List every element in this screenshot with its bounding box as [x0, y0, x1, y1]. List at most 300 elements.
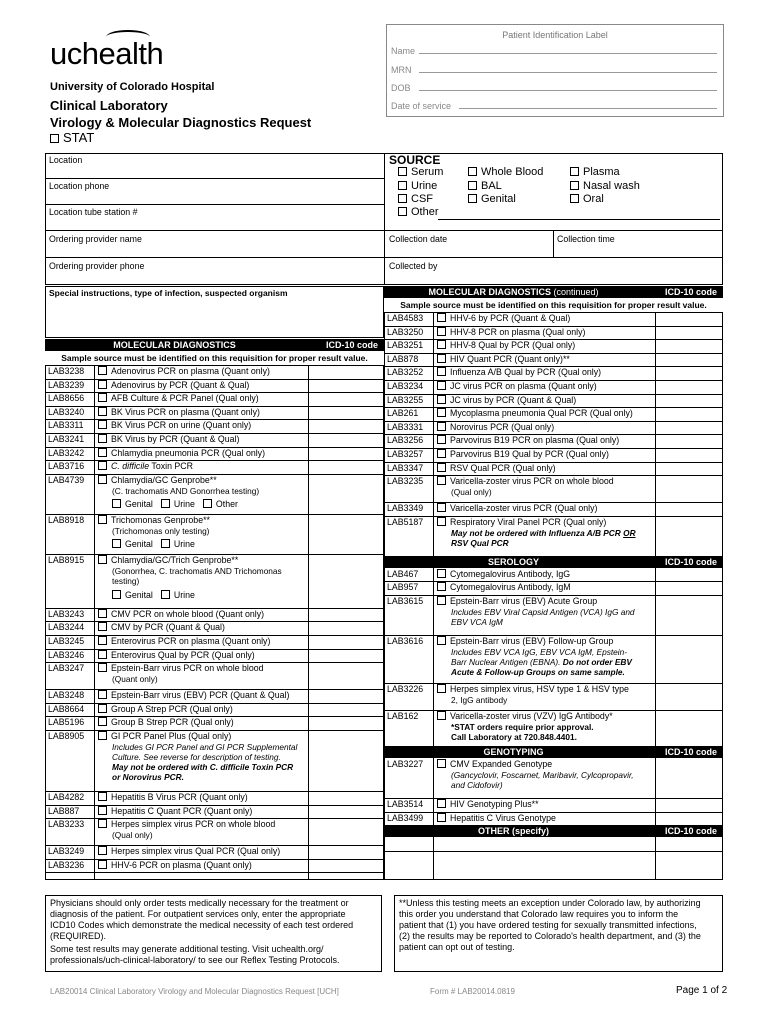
test-name[interactable] — [437, 313, 570, 324]
source-options — [112, 590, 203, 601]
test-checkbox[interactable] — [98, 636, 107, 645]
footer-right-line1: **Unless this testing meets an exception under Colorado law, by authorizing — [399, 898, 701, 908]
test-checkbox[interactable] — [437, 596, 446, 605]
stat-checkbox[interactable] — [50, 134, 59, 143]
test-name[interactable] — [437, 684, 629, 695]
test-name[interactable] — [98, 731, 231, 742]
test-checkbox[interactable] — [437, 367, 446, 376]
test-label: Adenovirus PCR on plasma (Quant only) — [111, 366, 270, 376]
test-label: CMV PCR on whole blood (Quant only) — [111, 608, 265, 619]
test-label: BK Virus PCR on plasma (Quant only) — [111, 406, 260, 417]
test-warning: *STAT orders require prior approval. — [451, 722, 594, 732]
test-name[interactable] — [98, 475, 217, 486]
mrn-label: MRN — [391, 65, 412, 75]
test-name[interactable] — [437, 476, 614, 487]
lab-code: LAB8664 — [48, 703, 85, 714]
test-checkbox[interactable] — [437, 711, 446, 720]
lab-code: LAB3249 — [48, 846, 85, 857]
test-checkbox[interactable] — [437, 813, 446, 822]
test-subtext: (Gonorrhea, C. trachomatis AND Trichomonas — [112, 565, 282, 576]
option-genital[interactable]: Genital — [112, 499, 153, 509]
test-name-italic: C. difficile — [111, 461, 150, 472]
test-checkbox[interactable] — [98, 393, 107, 402]
test-name[interactable] — [98, 366, 270, 377]
test-subtext: (Qual only) — [451, 487, 492, 498]
other-header: OTHER (specify) ICD-10 code — [384, 825, 723, 837]
lab-code: LAB3257 — [387, 449, 424, 459]
test-label: HHV-6 PCR on plasma (Quant only) — [111, 859, 252, 870]
test-subtext: testing) — [112, 575, 140, 586]
lab-code: LAB878 — [387, 353, 419, 364]
lab-code: LAB3236 — [48, 859, 85, 870]
test-name[interactable] — [98, 704, 233, 715]
lab-code: LAB957 — [387, 582, 419, 593]
test-label: BK Virus PCR on urine (Quant only) — [111, 420, 252, 431]
test-checkbox[interactable] — [98, 704, 107, 713]
test-name[interactable] — [437, 569, 570, 580]
test-name[interactable] — [98, 420, 251, 431]
test-checkbox[interactable] — [98, 717, 107, 726]
special-instructions-box[interactable] — [45, 286, 384, 338]
test-label: Cytomegalovirus Antibody, IgM — [450, 582, 571, 593]
footer-left-line3: ICD10 Codes which demonstrate the medical necessity of each test ordered — [50, 920, 354, 930]
test-checkbox[interactable] — [98, 609, 107, 618]
test-checkbox[interactable] — [98, 860, 107, 869]
test-label: Hepatitis C Virus Genotype — [450, 812, 556, 823]
lab-code: LAB3246 — [48, 649, 85, 660]
form-title-line2: Virology & Molecular Diagnostics Request — [50, 115, 312, 130]
source-title: SOURCE — [389, 153, 441, 167]
test-name[interactable] — [437, 435, 619, 446]
test-name[interactable] — [437, 449, 609, 460]
source-oral[interactable]: Oral — [570, 194, 604, 205]
test-row[interactable] — [384, 798, 723, 812]
test-label: Chlamydia/GC/Trich Genprobe** — [111, 554, 239, 565]
lab-code: LAB8905 — [48, 731, 85, 741]
test-subtext: (Quant only) — [112, 674, 158, 685]
test-note: EBV VCA IgM — [451, 617, 503, 627]
test-checkbox[interactable] — [437, 759, 446, 768]
test-label: Respiratory Viral Panel PCR (Qual only) — [450, 516, 607, 527]
lab-code: LAB3716 — [48, 461, 85, 472]
source-nasal-wash[interactable]: Nasal wash — [570, 181, 640, 192]
test-name[interactable] — [437, 636, 613, 647]
patient-name-field[interactable] — [391, 46, 717, 56]
footer-right-box — [394, 895, 723, 972]
test-name[interactable] — [98, 846, 280, 857]
location-tube-field[interactable]: Location tube station # — [49, 207, 138, 217]
test-name[interactable] — [437, 517, 606, 528]
test-checkbox[interactable] — [98, 555, 107, 564]
test-name[interactable] — [98, 622, 225, 633]
test-label: Norovirus PCR (Qual only) — [450, 421, 555, 432]
option-genital[interactable]: Genital — [112, 539, 153, 549]
test-label: Parvovirus B19 Qual by PCR (Qual only) — [450, 449, 609, 459]
footer-right-line3: patient that (1) you have ordered testing for sexually transmitted infections, — [399, 920, 697, 930]
source-other[interactable]: Other — [398, 207, 439, 218]
test-label: Chlamydia/GC Genprobe** — [111, 474, 217, 485]
test-name[interactable] — [437, 596, 597, 607]
test-name[interactable] — [437, 340, 575, 351]
test-checkbox[interactable] — [437, 354, 446, 363]
test-checkbox[interactable] — [112, 590, 121, 599]
location-phone-field[interactable]: Location phone — [49, 181, 110, 191]
test-checkbox[interactable] — [161, 499, 170, 508]
test-checkbox[interactable] — [98, 407, 107, 416]
test-checkbox[interactable] — [98, 846, 107, 855]
test-checkbox[interactable] — [112, 499, 121, 508]
source-options — [112, 499, 246, 510]
test-name[interactable] — [98, 690, 289, 701]
test-name[interactable] — [98, 448, 265, 459]
lab-code: LAB5187 — [387, 516, 424, 527]
test-note: (Gancyclovir, Foscarnet, Maribavir, Cylcopropavir, — [451, 770, 634, 780]
test-warning: May not be ordered with Influenza A/B PCR OR — [451, 527, 636, 538]
name-label: Name — [391, 46, 416, 56]
footer-left-line1: Physicians should only order tests medically necessary for the treatment or — [50, 898, 349, 908]
test-name[interactable] — [98, 806, 252, 817]
footer-left-line6: professionals/uch-clinical-laboratory/ to see our Reflex Testing Protocols. — [50, 955, 340, 965]
test-note: Barr Nuclear Antigen (EBNA). Do not order EBV — [451, 657, 632, 667]
source-options — [112, 539, 203, 550]
lab-code: LAB3227 — [387, 759, 424, 769]
test-checkbox[interactable] — [437, 327, 446, 336]
left-md-header — [45, 339, 384, 351]
test-label: Enterovirus Qual by PCR (Qual only) — [111, 649, 255, 660]
serology-header: SEROLOGY ICD-10 code — [384, 556, 723, 568]
test-label: Group A Strep PCR (Qual only) — [111, 703, 233, 714]
test-note: Culture. See reverse for description of testing. — [112, 752, 281, 762]
lab-code: LAB3226 — [387, 684, 424, 694]
option-urine[interactable]: Urine — [161, 539, 195, 549]
lab-code: LAB3250 — [387, 326, 424, 337]
right-md-title: MOLECULAR DIAGNOSTICS — [428, 287, 551, 297]
lab-code: LAB3514 — [387, 799, 424, 809]
test-row[interactable] — [45, 514, 384, 554]
collection-time-field[interactable]: Collection time — [557, 234, 615, 244]
patient-identification-label — [386, 24, 724, 117]
test-checkbox[interactable] — [98, 663, 107, 672]
footer-left-line4: (REQUIRED). — [50, 931, 106, 941]
lab-code: LAB3234 — [387, 381, 424, 391]
lab-code: LAB261 — [387, 408, 419, 419]
test-note: and Cidofovir) — [451, 780, 503, 790]
test-checkbox[interactable] — [98, 420, 107, 429]
left-md-title: MOLECULAR DIAGNOSTICS — [113, 340, 236, 350]
test-checkbox[interactable] — [98, 380, 107, 389]
test-name[interactable] — [437, 582, 571, 593]
lab-code: LAB5196 — [48, 717, 85, 728]
test-name[interactable] — [437, 759, 552, 770]
test-subtext: (C. trachomatis AND Gonorrhea testing) — [112, 485, 260, 496]
test-name[interactable] — [437, 711, 613, 722]
lab-code: LAB3252 — [387, 367, 424, 378]
source-csf[interactable]: CSF — [398, 194, 433, 205]
lab-code: LAB3615 — [387, 596, 424, 606]
test-name[interactable] — [437, 422, 554, 433]
lab-code: LAB8915 — [48, 554, 85, 565]
test-checkbox[interactable] — [98, 806, 107, 815]
left-md-note: Sample source must be identified on this requisition for proper result value. — [61, 353, 368, 363]
patient-label-title: Patient Identification Label — [502, 30, 608, 40]
test-name[interactable] — [98, 609, 264, 620]
lab-code: LAB3256 — [387, 435, 424, 446]
genotyping-header: GENOTYPING ICD-10 code — [384, 746, 723, 758]
option-other[interactable]: Other — [203, 499, 238, 509]
lab-code: LAB4739 — [48, 474, 85, 485]
test-checkbox[interactable] — [437, 435, 446, 444]
lab-code: LAB3241 — [48, 434, 85, 444]
row-divider — [45, 872, 384, 873]
test-checkbox[interactable] — [98, 448, 107, 457]
footer-right-line4: (2) the results may be reported to Colorado's health department, and (3) the — [399, 931, 701, 941]
test-checkbox[interactable] — [437, 636, 446, 645]
lab-code: LAB3235 — [387, 476, 424, 487]
test-name[interactable] — [98, 555, 238, 566]
lab-code: LAB8918 — [48, 514, 85, 525]
lab-code: LAB3238 — [48, 366, 85, 376]
test-label: Trichomonas Genprobe** — [111, 514, 210, 525]
test-name[interactable] — [98, 792, 248, 803]
test-name[interactable] — [98, 407, 260, 418]
source-plasma[interactable]: Plasma — [570, 167, 620, 178]
test-note: Includes GI PCR Panel and GI PCR Supplemental — [112, 742, 298, 752]
dob-label: DOB — [391, 83, 411, 93]
footer-right-line5: patient can opt out of testing. — [399, 942, 515, 952]
lab-code: LAB3248 — [48, 690, 85, 701]
ordering-provider-name-field[interactable]: Ordering provider name — [49, 234, 142, 244]
lab-code: LAB467 — [387, 568, 419, 579]
lab-code: LAB3243 — [48, 608, 85, 619]
test-checkbox[interactable] — [98, 731, 107, 740]
test-name[interactable] — [98, 515, 210, 526]
lab-code: LAB3245 — [48, 636, 85, 646]
test-label: HHV-8 PCR on plasma (Qual only) — [450, 326, 586, 337]
ordering-provider-phone-field[interactable]: Ordering provider phone — [49, 261, 145, 271]
test-name[interactable] — [98, 380, 249, 391]
right-md-note: Sample source must be identified on this requisition for proper result value. — [400, 300, 707, 310]
test-checkbox[interactable] — [437, 381, 446, 390]
test-name[interactable] — [437, 354, 570, 365]
right-md-icd: ICD-10 code — [664, 287, 717, 297]
uchealth-logo: uchealth — [50, 36, 164, 71]
test-name[interactable] — [98, 663, 264, 674]
test-label: Hepatitis B Virus PCR (Quant only) — [111, 792, 248, 802]
lab-code: LAB3251 — [387, 340, 424, 351]
test-note: Includes EBV VCA IgG, EBV VCA IgM, Epstein- — [451, 647, 627, 657]
test-label: Epstein-Barr virus (EBV) PCR (Quant & Qual) — [111, 690, 290, 701]
test-label: Influenza A/B Qual by PCR (Qual only) — [450, 367, 602, 378]
test-name[interactable] — [98, 434, 239, 445]
test-name[interactable] — [98, 860, 252, 871]
test-label: Epstein-Barr virus (EBV) Follow-up Group — [450, 636, 614, 646]
lab-code: LAB3311 — [48, 420, 84, 431]
test-checkbox[interactable] — [98, 434, 107, 443]
test-checkbox[interactable] — [437, 503, 446, 512]
test-label: Herpes simplex virus Qual PCR (Qual only) — [111, 846, 281, 857]
test-name[interactable] — [437, 395, 576, 406]
test-checkbox[interactable] — [437, 684, 446, 693]
patient-mrn-field[interactable] — [391, 65, 717, 75]
test-subtext: (Trichomonas only testing) — [112, 525, 210, 536]
test-label: Cytomegalovirus Antibody, IgG — [450, 568, 571, 579]
test-label: Mycoplasma pneumonia Qual PCR (Qual only) — [450, 408, 633, 419]
test-checkbox[interactable] — [98, 622, 107, 631]
test-checkbox[interactable] — [98, 475, 107, 484]
footer-left-line2: diagnosis of the patient. For outpatient services only, enter the appropriate — [50, 909, 346, 919]
test-warning: or Norovirus PCR. — [112, 772, 184, 782]
test-checkbox[interactable] — [112, 539, 121, 548]
option-genital[interactable]: Genital — [112, 590, 153, 600]
test-label: Group B Strep PCR (Qual only) — [111, 717, 234, 728]
test-label: Epstein-Barr virus PCR on whole blood — [111, 663, 264, 674]
date-of-service-label: Date of service — [391, 101, 452, 111]
test-name-rest: Toxin PCR — [149, 461, 193, 472]
test-name[interactable] — [98, 650, 255, 661]
test-label: Herpes simplex virus PCR on whole blood — [111, 819, 276, 830]
test-checkbox[interactable] — [161, 539, 170, 548]
test-label: Adenovirus by PCR (Quant & Qual) — [111, 379, 250, 390]
test-warning: Call Laboratory at 720.848.4401. — [451, 732, 577, 742]
test-name[interactable] — [437, 408, 633, 419]
test-checkbox[interactable] — [437, 422, 446, 431]
test-name[interactable] — [437, 367, 601, 378]
test-label: Varicella-zoster virus (VZV) IgG Antibody* — [450, 711, 613, 721]
test-checkbox[interactable] — [437, 476, 446, 485]
test-label: Hepatitis C Quant PCR (Quant only) — [111, 805, 253, 816]
test-note: Includes EBV Viral Capsid Antigen (VCA) IgG and — [451, 607, 635, 617]
test-label: Varicella-zoster virus PCR (Qual only) — [450, 503, 598, 514]
lab-code: LAB162 — [387, 711, 419, 721]
test-subtext: (Qual only) — [112, 830, 153, 841]
test-label: HIV Quant PCR (Quant only)** — [450, 353, 570, 364]
lab-code: LAB3233 — [48, 819, 85, 830]
test-label: Epstein-Barr virus (EBV) Acute Group — [450, 596, 598, 606]
test-checkbox[interactable] — [437, 517, 446, 526]
source-serum[interactable]: Serum — [398, 167, 443, 178]
test-checkbox[interactable] — [437, 449, 446, 458]
lab-code: LAB8656 — [48, 393, 85, 404]
page-number: Page 1 of 2 — [676, 985, 728, 996]
stat-option[interactable] — [50, 130, 94, 145]
lab-code: LAB3240 — [48, 406, 85, 417]
test-label: CMV by PCR (Quant & Qual) — [111, 622, 225, 633]
test-checkbox[interactable] — [437, 463, 446, 472]
test-label: BK Virus by PCR (Quant & Qual) — [111, 434, 240, 444]
source-whole-blood[interactable]: Whole Blood — [468, 167, 543, 178]
right-md-header — [384, 286, 723, 298]
test-checkbox[interactable] — [98, 366, 107, 375]
logo-arc — [106, 30, 150, 44]
test-checkbox[interactable] — [437, 395, 446, 404]
lab-code: LAB3247 — [48, 663, 85, 674]
test-name[interactable] — [98, 461, 193, 472]
collection-date-field[interactable]: Collection date — [389, 234, 448, 244]
test-checkbox[interactable] — [437, 582, 446, 591]
lab-code: LAB3331 — [387, 421, 424, 432]
form-number: Form # LAB20014.0819 — [430, 987, 515, 996]
source-urine[interactable]: Urine — [398, 181, 437, 192]
test-checkbox[interactable] — [437, 569, 446, 578]
test-checkbox[interactable] — [98, 461, 107, 470]
lab-code: LAB4583 — [387, 313, 424, 323]
test-checkbox[interactable] — [98, 650, 107, 659]
test-name[interactable] — [437, 503, 597, 514]
lab-code: LAB3239 — [48, 379, 85, 390]
test-checkbox[interactable] — [98, 515, 107, 524]
test-name[interactable] — [98, 636, 270, 647]
test-name[interactable] — [437, 813, 556, 824]
source-genital[interactable]: Genital — [468, 194, 516, 205]
location-field[interactable]: Location — [49, 155, 83, 165]
test-label: CMV Expanded Genotype — [450, 759, 553, 769]
test-name[interactable] — [437, 381, 597, 392]
hospital-name: University of Colorado Hospital — [50, 81, 215, 93]
test-label: Parvovirus B19 PCR on plasma (Qual only) — [450, 435, 620, 446]
test-warning: May not be ordered with C. difficile Toxin PCR — [112, 762, 294, 772]
test-checkbox[interactable] — [98, 819, 107, 828]
test-label: JC virus by PCR (Quant & Qual) — [450, 394, 577, 405]
test-checkbox[interactable] — [98, 792, 107, 801]
test-warning: RSV Qual PCR — [451, 537, 509, 548]
test-checkbox[interactable] — [161, 590, 170, 599]
test-label: RSV Qual PCR (Qual only) — [450, 462, 556, 473]
collected-by-field[interactable]: Collected by — [389, 261, 438, 271]
test-checkbox[interactable] — [98, 690, 107, 699]
lab-code: LAB887 — [48, 805, 80, 816]
test-name[interactable] — [437, 327, 585, 338]
test-label: JC virus PCR on plasma (Quant only) — [450, 381, 597, 391]
test-checkbox[interactable] — [203, 499, 212, 508]
test-label: AFB Culture & PCR Panel (Qual only) — [111, 393, 259, 404]
source-other-line — [438, 219, 720, 220]
test-checkbox[interactable] — [437, 340, 446, 349]
lab-code: LAB4282 — [48, 792, 85, 802]
test-label: Varicella-zoster virus PCR on whole blood — [450, 476, 614, 487]
date-of-service-field[interactable] — [391, 101, 717, 111]
test-row[interactable] — [45, 460, 384, 474]
source-bal[interactable]: BAL — [468, 181, 502, 192]
option-urine[interactable]: Urine — [161, 590, 195, 600]
test-warning: Acute & Follow-up Groups on same sample. — [451, 667, 625, 677]
test-label: Enterovirus PCR on plasma (Quant only) — [111, 636, 271, 646]
row-divider — [384, 851, 723, 852]
test-name[interactable] — [98, 717, 234, 728]
test-name[interactable] — [437, 799, 539, 810]
test-checkbox[interactable] — [437, 408, 446, 417]
right-md-continued: (continued) — [550, 287, 599, 297]
test-checkbox[interactable] — [437, 313, 446, 322]
patient-dob-field[interactable] — [391, 83, 717, 93]
test-name[interactable] — [437, 463, 556, 474]
footer-left-box — [45, 895, 382, 972]
form-title-line1: Clinical Laboratory — [50, 98, 168, 113]
test-label: HHV-6 by PCR (Quant & Qual) — [450, 313, 571, 323]
test-label: GI PCR Panel Plus (Qual only) — [111, 731, 232, 741]
lab-code: LAB3616 — [387, 636, 424, 646]
test-name[interactable] — [98, 819, 275, 830]
special-instructions-label: Special instructions, type of infection, suspected organism — [49, 288, 288, 298]
stat-label: STAT — [63, 130, 95, 145]
lab-code: LAB3242 — [48, 447, 85, 458]
option-urine[interactable]: Urine — [161, 499, 195, 509]
test-label: Herpes simplex virus, HSV type 1 & HSV type — [450, 684, 629, 694]
test-label: HHV-8 Qual by PCR (Qual only) — [450, 340, 576, 351]
lab-code: LAB3255 — [387, 394, 424, 405]
test-name[interactable] — [98, 393, 259, 404]
test-checkbox[interactable] — [437, 799, 446, 808]
test-label: HIV Genotyping Plus** — [450, 799, 539, 809]
